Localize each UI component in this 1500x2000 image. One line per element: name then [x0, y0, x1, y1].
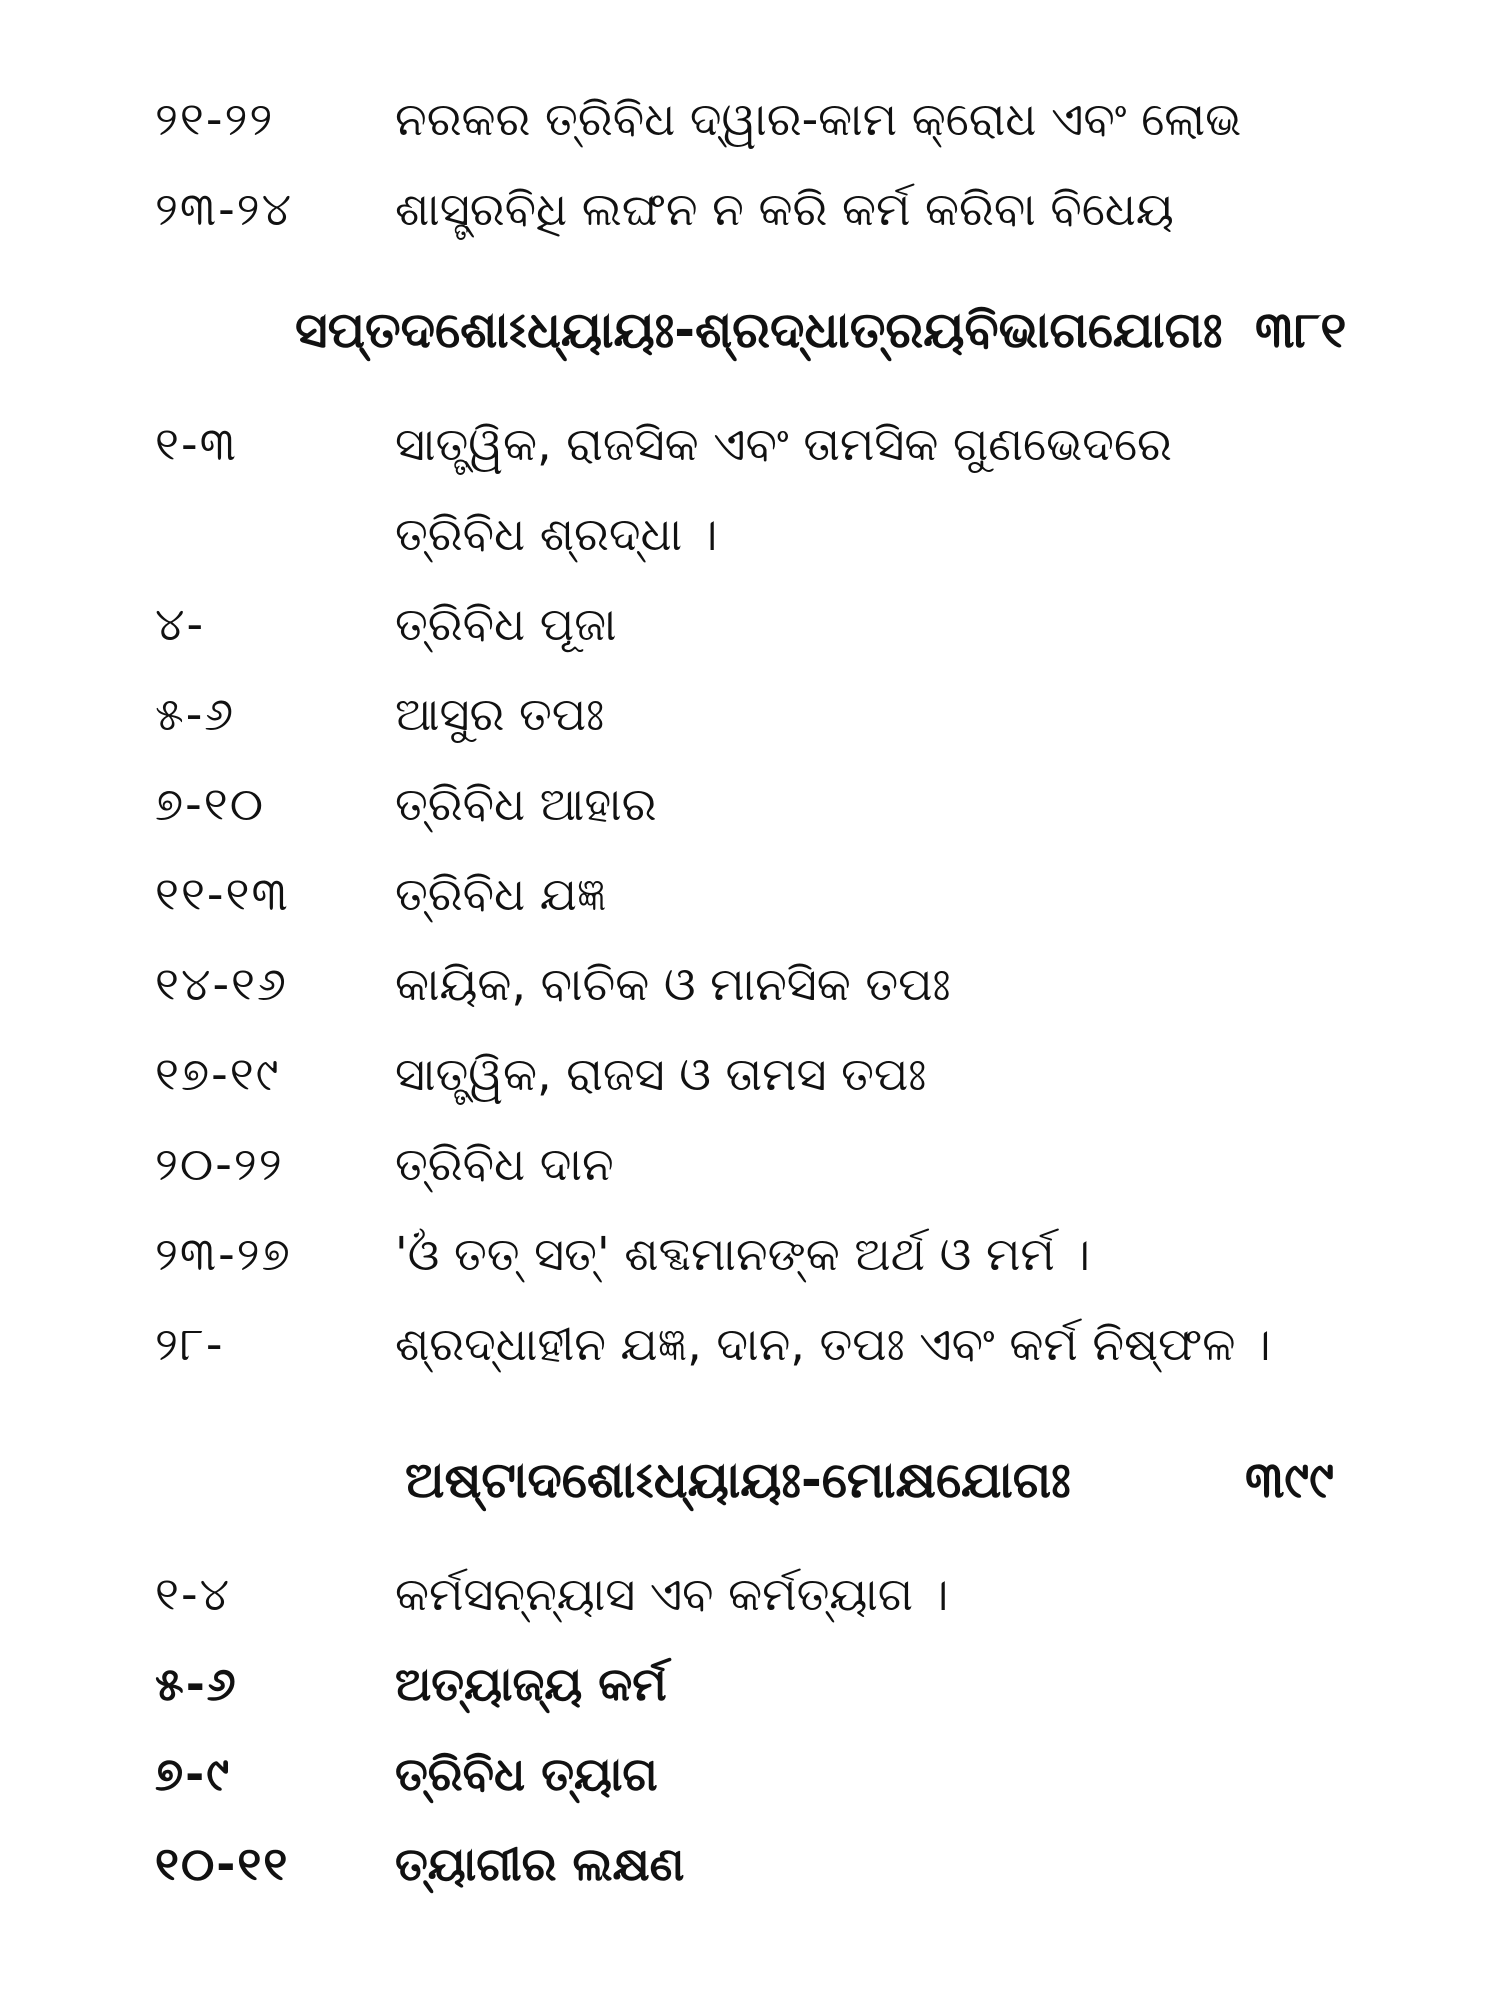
- chapter-title: ଅଷ୍ଟାଦଶୋଽଧ୍ୟାୟଃ-ମୋକ୍ଷଯୋଗଃ: [405, 1450, 1071, 1509]
- verse-range: ୨୧-୨୨: [155, 92, 275, 146]
- chapter-17-heading: [295, 280, 1222, 380]
- verse-range: ୧୪-୧୬: [155, 957, 288, 1011]
- entry-topic: ତ୍ରିବିଧ ତ୍ୟାଗ: [395, 1747, 658, 1801]
- verse-range: ୧୧-୧୩: [155, 867, 290, 921]
- verse-range: ୧-୪: [155, 1567, 232, 1621]
- verse-range: ୫-୬: [155, 687, 236, 741]
- chapter-18-page: [1245, 1430, 1334, 1530]
- verse-range: ୧୦-୧୧: [155, 1837, 290, 1891]
- entry-topic: ତ୍ରିବିଧ ଦାନ: [395, 1137, 614, 1191]
- entry-topic: ତ୍ୟାଗୀର ଲକ୍ଷଣ: [395, 1837, 685, 1891]
- chapter-17-page: [1255, 280, 1346, 380]
- verse-range: ୭-୯: [155, 1747, 232, 1801]
- chapter-title: ସପ୍ତଦଶୋଽଧ୍ୟାୟଃ-ଶ୍ରଦ୍ଧାତ୍ରୟବିଭାଗଯୋଗଃ: [295, 300, 1223, 359]
- entry-topic: 'ଓଁ ତତ୍ ସତ୍' ଶବ୍ଦମାନଙ୍କ ଅର୍ଥ ଓ ମର୍ମ ।: [395, 1227, 1091, 1281]
- entry-topic: ତ୍ରିବିଧ ଯଜ୍ଞ: [395, 867, 607, 921]
- entry-topic: କାୟିକ, ବାଚିକ ଓ ମାନସିକ ତପଃ: [395, 957, 951, 1011]
- entry-topic: ଶ୍ରଦ୍ଧାହୀନ ଯଜ୍ଞ, ଦାନ, ତପଃ ଏବଂ କର୍ମ ନିଷ୍ଫଳ ।: [395, 1317, 1271, 1371]
- verse-range: ୫-୬: [155, 1657, 238, 1711]
- verse-range: ୨୩-୨୭: [155, 1227, 292, 1281]
- entry-topic: ଶାସ୍ତ୍ରବିଧି ଲଙ୍ଘନ ନ କରି କର୍ମ କରିବା ବିଧେୟ: [395, 182, 1174, 236]
- entry-topic: ତ୍ରିବିଧ ପୂଜା: [395, 597, 617, 651]
- verse-range: ୨୩-୨୪: [155, 182, 294, 236]
- verse-range: ୨୮-: [155, 1317, 225, 1371]
- entry-topic: କର୍ମସନ୍ନ୍ୟାସ ଏବ କର୍ମତ୍ୟାଗ ।: [395, 1567, 949, 1621]
- entry-topic: ତ୍ରିବିଧ ଆହାର: [395, 777, 657, 831]
- entry-topic: ସାତ୍ତ୍ୱିକ, ରାଜସ ଓ ତାମସ ତପଃ: [395, 1047, 927, 1101]
- entry-topic: ସାତ୍ତ୍ୱିକ, ରାଜସିକ ଏବଂ ତାମସିକ ଗୁଣଭେଦରେ: [395, 417, 1172, 471]
- verse-range: ୨୦-୨୨: [155, 1137, 284, 1191]
- chapter-18-heading: [405, 1430, 1071, 1530]
- verse-range: ୧୭-୧୯: [155, 1047, 281, 1101]
- entry-topic: ଆସୁର ତପଃ: [395, 687, 605, 741]
- entry-topic: ଅତ୍ୟାଜ୍ୟ କର୍ମ: [395, 1657, 667, 1711]
- page-number: ୩୯୯: [1245, 1450, 1334, 1509]
- verse-range: ୧-୩: [155, 417, 238, 471]
- page-number: ୩୮୧: [1255, 300, 1347, 359]
- verse-range: ୭-୧୦: [155, 777, 266, 831]
- entry-topic: ତ୍ରିବିଧ ଶ୍ରଦ୍ଧା ।: [395, 507, 718, 561]
- verse-range: ୪-: [155, 597, 206, 651]
- entry-topic: ନରକର ତ୍ରିବିଧ ଦ୍ୱାର-କାମ କ୍ରୋଧ ଏବଂ ଲୋଭ: [395, 92, 1242, 146]
